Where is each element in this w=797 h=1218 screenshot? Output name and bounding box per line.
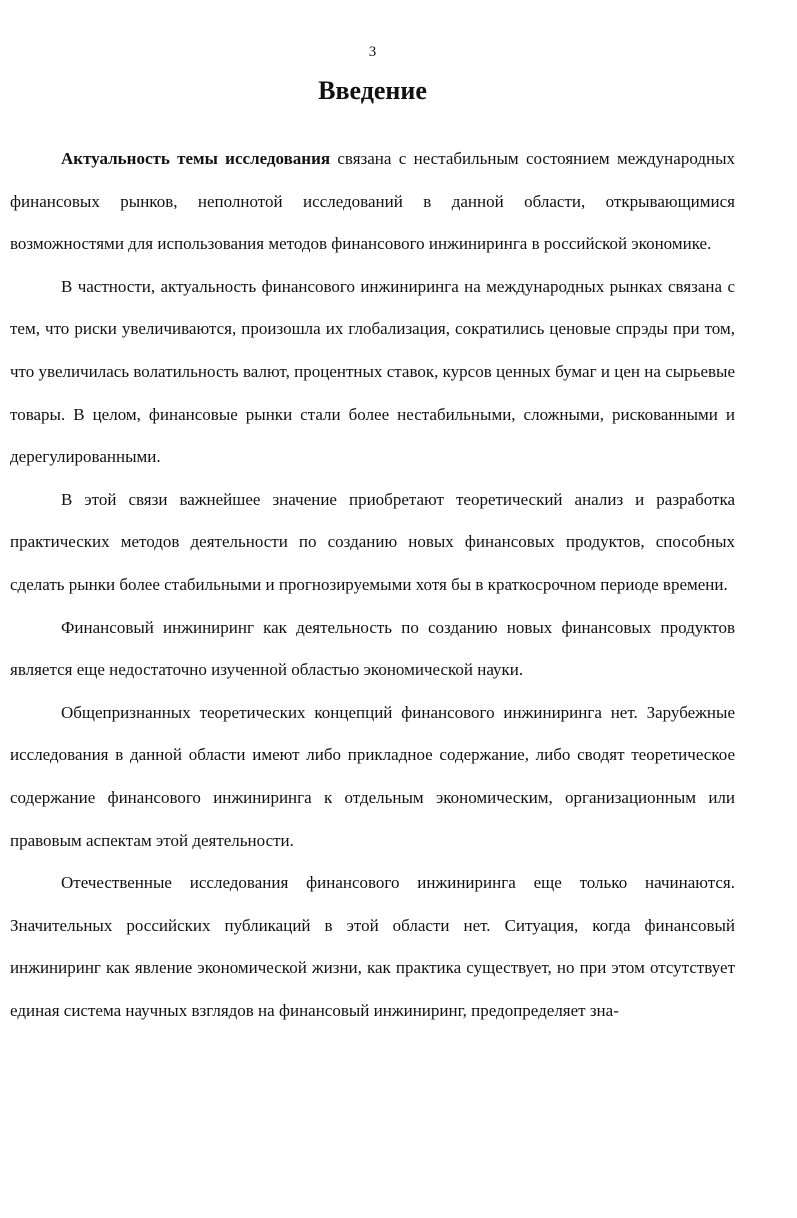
paragraph: Общепризнанных теоретических концепций финансового инжиниринга нет. Зарубежные исследования в данной области имеют либо прикладное содержание, либо сводят теоретическое содержание финансового инжиниринга к отдельным экономическим, организационным или правовым аспектам этой деятельности. (10, 702, 735, 850)
paragraph: В этой связи важнейшее значение приобретают теоретический анализ и разработка практических методов деятельности по созданию новых финансовых продуктов, способных сделать рынки более стабильными и прогнозируемыми хотя бы в краткосрочном периоде времени. (10, 489, 735, 594)
paragraph-lead: Актуальность темы исследования (61, 149, 331, 168)
paragraph: Отечественные исследования финансового инжиниринга еще только начинаются. Значительных российских публикаций в этой области нет. Ситуация, когда финансовый инжиниринг как явление экономической жизни, как практика существует, но при этом отсутствует единая система научных взглядов на финансовый инжиниринг, предопределяет зна- (10, 873, 735, 1020)
paragraph-text: связана с нестабильным состоянием международных финансовых рынков, неполнотой исследований в данной области, открывающимися возможностями для использования методов финансового инжиниринга в российской экономике. (10, 149, 736, 254)
paragraph: В частности, актуальность финансового инжиниринга на международных рынках связана с тем, что риски увеличиваются, произошла их глобализация, сократились ценовые спрэды при том, что увеличилась волатильность валют, процентных ставок, курсов ценных бумаг и цен на сырьевые товары. В целом, финансовые рынки стали более нестабильными, сложными, рискованными и дерегулированными. (10, 276, 735, 467)
paragraph-relevance (10, 138, 735, 266)
page-title: Введение (318, 76, 427, 105)
paragraph: Финансовый инжиниринг как деятельность по созданию новых финансовых продуктов является еще недостаточно изученной областью экономической науки. (10, 617, 735, 680)
page-number: 3 (368, 44, 377, 60)
body-text (10, 138, 735, 1032)
